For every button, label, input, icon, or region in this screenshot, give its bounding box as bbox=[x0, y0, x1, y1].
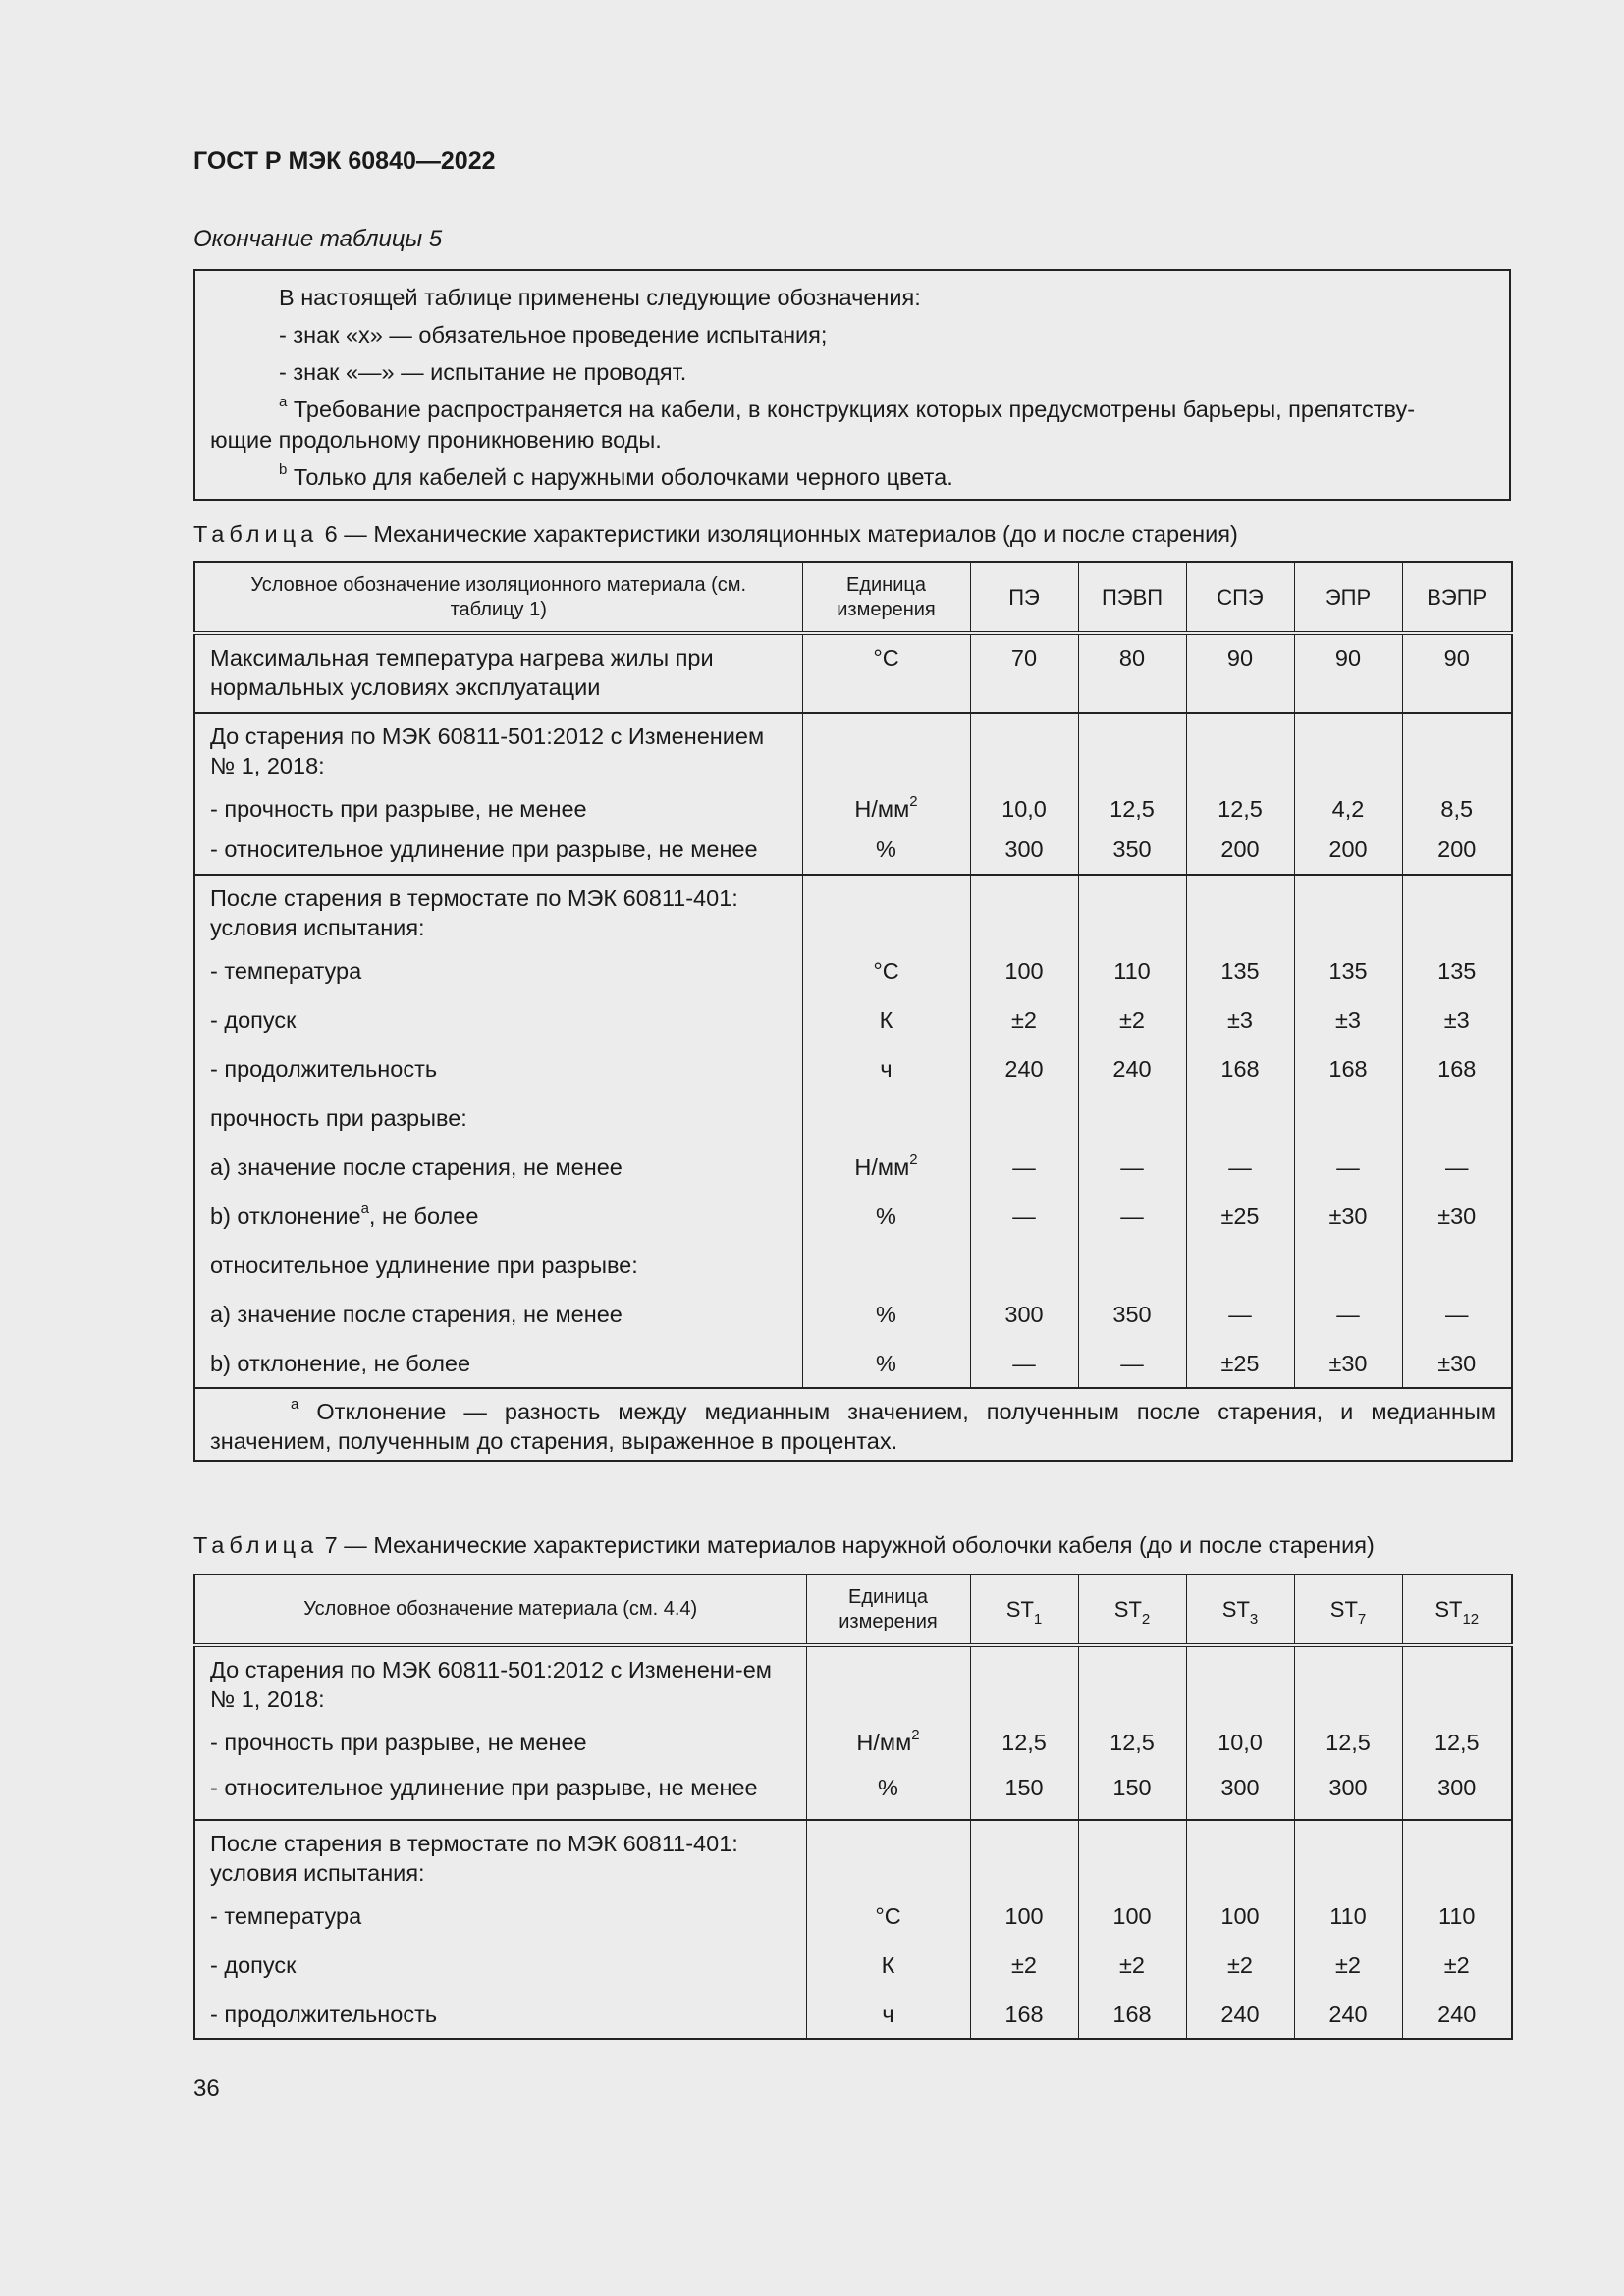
table-cell: — bbox=[970, 1192, 1078, 1241]
header-material: $ST_7$ bbox=[1294, 1575, 1402, 1645]
table-cell: 350 bbox=[1078, 1290, 1186, 1339]
table6-caption: Таблица 6 — Механические характеристики изоляционных материалов (до и после старения) bbox=[193, 521, 1238, 547]
table-cell: 240 bbox=[1402, 1990, 1512, 2039]
table-cell bbox=[1294, 1241, 1402, 1290]
table-cell bbox=[802, 875, 970, 946]
table-cell: 135 bbox=[1186, 946, 1294, 995]
table-cell: °С bbox=[806, 1892, 970, 1941]
notes-item: - знак «х» — обязательное проведение испытания; bbox=[279, 322, 828, 347]
table-cell: 8,5 bbox=[1402, 784, 1512, 832]
table-row bbox=[194, 1767, 1512, 1820]
table-cell: а) значение после старения, не менее bbox=[194, 1290, 802, 1339]
table-cell bbox=[1186, 875, 1294, 946]
table-cell: ±3 bbox=[1402, 995, 1512, 1044]
table-row bbox=[194, 633, 1512, 713]
table-cell: После старения в термостате по МЭК 60811-401: условия испытания: bbox=[194, 1820, 806, 1892]
table-header-row bbox=[194, 1575, 1512, 1645]
table-cell bbox=[1186, 1241, 1294, 1290]
header-unit: Единица измерения bbox=[806, 1575, 970, 1645]
table-cell: 300 bbox=[1186, 1767, 1294, 1820]
table-cell: 135 bbox=[1402, 946, 1512, 995]
table-cell bbox=[970, 1820, 1078, 1892]
table-cell bbox=[1078, 1645, 1186, 1718]
table-cell: 168 bbox=[970, 1990, 1078, 2039]
table-cell bbox=[1078, 1094, 1186, 1143]
table-row bbox=[194, 995, 1512, 1044]
table-cell: 168 bbox=[1402, 1044, 1512, 1094]
table-cell bbox=[1294, 1645, 1402, 1718]
table-cell: — bbox=[1186, 1290, 1294, 1339]
table-cell: ч bbox=[802, 1044, 970, 1094]
table-cell bbox=[1294, 875, 1402, 946]
table-cell: ±3 bbox=[1186, 995, 1294, 1044]
table6-footnote bbox=[194, 1388, 1512, 1461]
table-cell bbox=[1186, 713, 1294, 784]
table-cell: К bbox=[802, 995, 970, 1044]
table-row bbox=[194, 1094, 1512, 1143]
table-cell: 300 bbox=[970, 832, 1078, 875]
table-cell: 150 bbox=[970, 1767, 1078, 1820]
table-cell: 100 bbox=[1078, 1892, 1186, 1941]
table-row bbox=[194, 1044, 1512, 1094]
table-cell bbox=[1402, 713, 1512, 784]
table-cell: ±2 bbox=[1294, 1941, 1402, 1990]
table-cell: До старения по МЭК 60811-501:2012 с Изменением № 1, 2018: bbox=[194, 713, 802, 784]
table-cell: 240 bbox=[1186, 1990, 1294, 2039]
table-cell: 90 bbox=[1186, 633, 1294, 713]
table-cell: — bbox=[1294, 1143, 1402, 1192]
header-material: СПЭ bbox=[1186, 562, 1294, 633]
header-material: ПЭВП bbox=[1078, 562, 1186, 633]
table-cell bbox=[1402, 1820, 1512, 1892]
table-row bbox=[194, 784, 1512, 832]
table-cell: ±2 bbox=[970, 1941, 1078, 1990]
table-row bbox=[194, 875, 1512, 946]
table-cell: Максимальная температура нагрева жилы при нормальных условиях эксплуатации bbox=[194, 633, 802, 713]
table-cell bbox=[1294, 1820, 1402, 1892]
table-cell: 200 bbox=[1186, 832, 1294, 875]
table-cell: - допуск bbox=[194, 1941, 806, 1990]
table-cell: 240 bbox=[1078, 1044, 1186, 1094]
table-row bbox=[194, 713, 1512, 784]
table-cell bbox=[970, 713, 1078, 784]
table-cell: % bbox=[802, 832, 970, 875]
table-row bbox=[194, 1290, 1512, 1339]
table-cell: - допуск bbox=[194, 995, 802, 1044]
table-cell: 200 bbox=[1294, 832, 1402, 875]
table-cell: °С bbox=[802, 946, 970, 995]
table-cell: 135 bbox=[1294, 946, 1402, 995]
table-cell: а) значение после старения, не менее bbox=[194, 1143, 802, 1192]
table-row bbox=[194, 1192, 1512, 1241]
table-row bbox=[194, 1143, 1512, 1192]
notes-item: - знак «—» — испытание не проводят. bbox=[279, 359, 687, 385]
table-cell: — bbox=[1294, 1290, 1402, 1339]
table-cell bbox=[1402, 875, 1512, 946]
table-cell bbox=[1078, 1241, 1186, 1290]
table-cell: 168 bbox=[1294, 1044, 1402, 1094]
header-material: $ST_2$ bbox=[1078, 1575, 1186, 1645]
table-cell: $Н/мм^2$ bbox=[802, 1143, 970, 1192]
table-cell: ±2 bbox=[1402, 1941, 1512, 1990]
table-cell: - продолжительность bbox=[194, 1044, 802, 1094]
table-cell: 100 bbox=[970, 946, 1078, 995]
table-cell: К bbox=[806, 1941, 970, 1990]
table-row bbox=[194, 1941, 1512, 1990]
table-cell: 4,2 bbox=[1294, 784, 1402, 832]
header-material: $ST_3$ bbox=[1186, 1575, 1294, 1645]
table-cell: ±2 bbox=[970, 995, 1078, 1044]
table-row bbox=[194, 832, 1512, 875]
table-row bbox=[194, 1339, 1512, 1388]
table-cell: 300 bbox=[970, 1290, 1078, 1339]
table-cell bbox=[1078, 713, 1186, 784]
table-cell bbox=[1186, 1094, 1294, 1143]
table-cell: 110 bbox=[1078, 946, 1186, 995]
table-cell: - относительное удлинение при разрыве, не менее bbox=[194, 1767, 806, 1820]
header-unit: Единица измерения bbox=[802, 562, 970, 633]
table-cell bbox=[802, 1241, 970, 1290]
table-cell: 12,5 bbox=[1402, 1718, 1512, 1767]
table-cell: - прочность при разрыве, не менее bbox=[194, 784, 802, 832]
document-title: ГОСТ Р МЭК 60840—2022 bbox=[193, 147, 496, 175]
header-material: ЭПР bbox=[1294, 562, 1402, 633]
table-cell: 110 bbox=[1294, 1892, 1402, 1941]
table-cell: 150 bbox=[1078, 1767, 1186, 1820]
table-cell: ±30 bbox=[1294, 1192, 1402, 1241]
table-row bbox=[194, 1990, 1512, 2039]
table-cell bbox=[1078, 875, 1186, 946]
table-cell: °С bbox=[802, 633, 970, 713]
table-cell: 100 bbox=[1186, 1892, 1294, 1941]
table-cell bbox=[806, 1645, 970, 1718]
table-cell: — bbox=[1078, 1339, 1186, 1388]
table-cell: - температура bbox=[194, 1892, 806, 1941]
footnote-b: $^b$ Только для кабелей с наружными оболочками черного цвета. bbox=[279, 461, 953, 490]
table-cell: — bbox=[970, 1339, 1078, 1388]
header-material: ВЭПР bbox=[1402, 562, 1512, 633]
table-cell bbox=[1186, 1820, 1294, 1892]
table-cell: ±30 bbox=[1402, 1339, 1512, 1388]
table-cell: 90 bbox=[1402, 633, 1512, 713]
table-cell: 90 bbox=[1294, 633, 1402, 713]
table-cell: 168 bbox=[1078, 1990, 1186, 2039]
table-cell bbox=[1186, 1645, 1294, 1718]
table-cell: 70 bbox=[970, 633, 1078, 713]
table-cell bbox=[806, 1820, 970, 1892]
table-cell: 80 bbox=[1078, 633, 1186, 713]
table-cell: 100 bbox=[970, 1892, 1078, 1941]
table-cell: — bbox=[1402, 1290, 1512, 1339]
table-row bbox=[194, 1820, 1512, 1892]
table-cell: ±2 bbox=[1078, 995, 1186, 1044]
table-row bbox=[194, 946, 1512, 995]
table-cell: 240 bbox=[1294, 1990, 1402, 2039]
table-cell: ±3 bbox=[1294, 995, 1402, 1044]
table-cell: — bbox=[1078, 1192, 1186, 1241]
table6 bbox=[193, 561, 1513, 1462]
table-cell bbox=[1402, 1241, 1512, 1290]
table-cell: 12,5 bbox=[970, 1718, 1078, 1767]
table5-notes bbox=[193, 269, 1511, 501]
table-cell: 12,5 bbox=[1078, 1718, 1186, 1767]
table-cell: 10,0 bbox=[1186, 1718, 1294, 1767]
table-cell: $Н/мм^2$ bbox=[802, 784, 970, 832]
table7 bbox=[193, 1574, 1513, 2040]
table-cell bbox=[1402, 1645, 1512, 1718]
table-cell: 168 bbox=[1186, 1044, 1294, 1094]
table-cell: 200 bbox=[1402, 832, 1512, 875]
table-cell: относительное удлинение при разрыве: bbox=[194, 1241, 802, 1290]
table-cell: - прочность при разрыве, не менее bbox=[194, 1718, 806, 1767]
table5-continuation-caption: Окончание таблицы 5 bbox=[193, 226, 443, 252]
page-number: 36 bbox=[193, 2075, 220, 2102]
notes-intro: В настоящей таблице применены следующие обозначения: bbox=[279, 285, 921, 310]
table-cell: 12,5 bbox=[1078, 784, 1186, 832]
table-cell bbox=[1402, 1094, 1512, 1143]
table-cell: ±25 bbox=[1186, 1192, 1294, 1241]
table-cell: 12,5 bbox=[1186, 784, 1294, 832]
header-material: $ST_1$ bbox=[970, 1575, 1078, 1645]
header-designation: Условное обозначение материала (см. 4.4) bbox=[194, 1575, 806, 1645]
table-row bbox=[194, 1718, 1512, 1767]
table-cell: ±2 bbox=[1186, 1941, 1294, 1990]
table-cell: % bbox=[806, 1767, 970, 1820]
footnote-a: $^a$ Требование распространяется на кабели, в конструкциях которых предусмотрены барьеры, препятству- bbox=[279, 394, 1416, 422]
table-cell: b) отклонение$^a$, не более bbox=[194, 1192, 802, 1241]
table-cell: — bbox=[1402, 1143, 1512, 1192]
table-cell bbox=[1294, 1094, 1402, 1143]
table-cell: 300 bbox=[1402, 1767, 1512, 1820]
table-cell: $Н/мм^2$ bbox=[806, 1718, 970, 1767]
header-material: ПЭ bbox=[970, 562, 1078, 633]
table-cell: 110 bbox=[1402, 1892, 1512, 1941]
footnote-a-cont: ющие продольному проникновению воды. bbox=[210, 427, 662, 453]
table-cell bbox=[970, 875, 1078, 946]
table-cell bbox=[802, 713, 970, 784]
table-cell: До старения по МЭК 60811-501:2012 с Изменени-ем № 1, 2018: bbox=[194, 1645, 806, 1718]
table-cell: ±30 bbox=[1402, 1192, 1512, 1241]
table-cell: 240 bbox=[970, 1044, 1078, 1094]
header-material: $ST_{12}$ bbox=[1402, 1575, 1512, 1645]
table-cell: 350 bbox=[1078, 832, 1186, 875]
table-cell: ±2 bbox=[1078, 1941, 1186, 1990]
table-cell: 10,0 bbox=[970, 784, 1078, 832]
table-cell bbox=[1294, 713, 1402, 784]
table-row bbox=[194, 1645, 1512, 1718]
table-header-row bbox=[194, 562, 1512, 633]
table-cell: $^a$ Отклонение — разность между медианным значением, полученным после старения, и медианным значением, полученным до старения, выраженное в процентах. bbox=[194, 1388, 1512, 1461]
table-cell: прочность при разрыве: bbox=[194, 1094, 802, 1143]
header-designation: Условное обозначение изоляционного материала (см. таблицу 1) bbox=[194, 562, 802, 633]
table-cell: % bbox=[802, 1290, 970, 1339]
table-cell: 12,5 bbox=[1294, 1718, 1402, 1767]
table-cell: - температура bbox=[194, 946, 802, 995]
table-cell: ±25 bbox=[1186, 1339, 1294, 1388]
table-cell: - продолжительность bbox=[194, 1990, 806, 2039]
table-row bbox=[194, 1892, 1512, 1941]
table7-caption: Таблица 7 — Механические характеристики материалов наружной оболочки кабеля (до и после старения) bbox=[193, 1532, 1375, 1558]
table-cell: 300 bbox=[1294, 1767, 1402, 1820]
table-cell bbox=[970, 1645, 1078, 1718]
table-cell: После старения в термостате по МЭК 60811-401: условия испытания: bbox=[194, 875, 802, 946]
table-cell: ч bbox=[806, 1990, 970, 2039]
table-cell: % bbox=[802, 1339, 970, 1388]
table-cell: - относительное удлинение при разрыве, не менее bbox=[194, 832, 802, 875]
table-cell: ±30 bbox=[1294, 1339, 1402, 1388]
table-cell: — bbox=[1186, 1143, 1294, 1192]
table-cell: % bbox=[802, 1192, 970, 1241]
table-cell bbox=[802, 1094, 970, 1143]
table-cell: — bbox=[970, 1143, 1078, 1192]
table-cell: — bbox=[1078, 1143, 1186, 1192]
table-cell bbox=[1078, 1820, 1186, 1892]
table-row bbox=[194, 1241, 1512, 1290]
table-cell: b) отклонение, не более bbox=[194, 1339, 802, 1388]
table-cell bbox=[970, 1241, 1078, 1290]
table-cell bbox=[970, 1094, 1078, 1143]
